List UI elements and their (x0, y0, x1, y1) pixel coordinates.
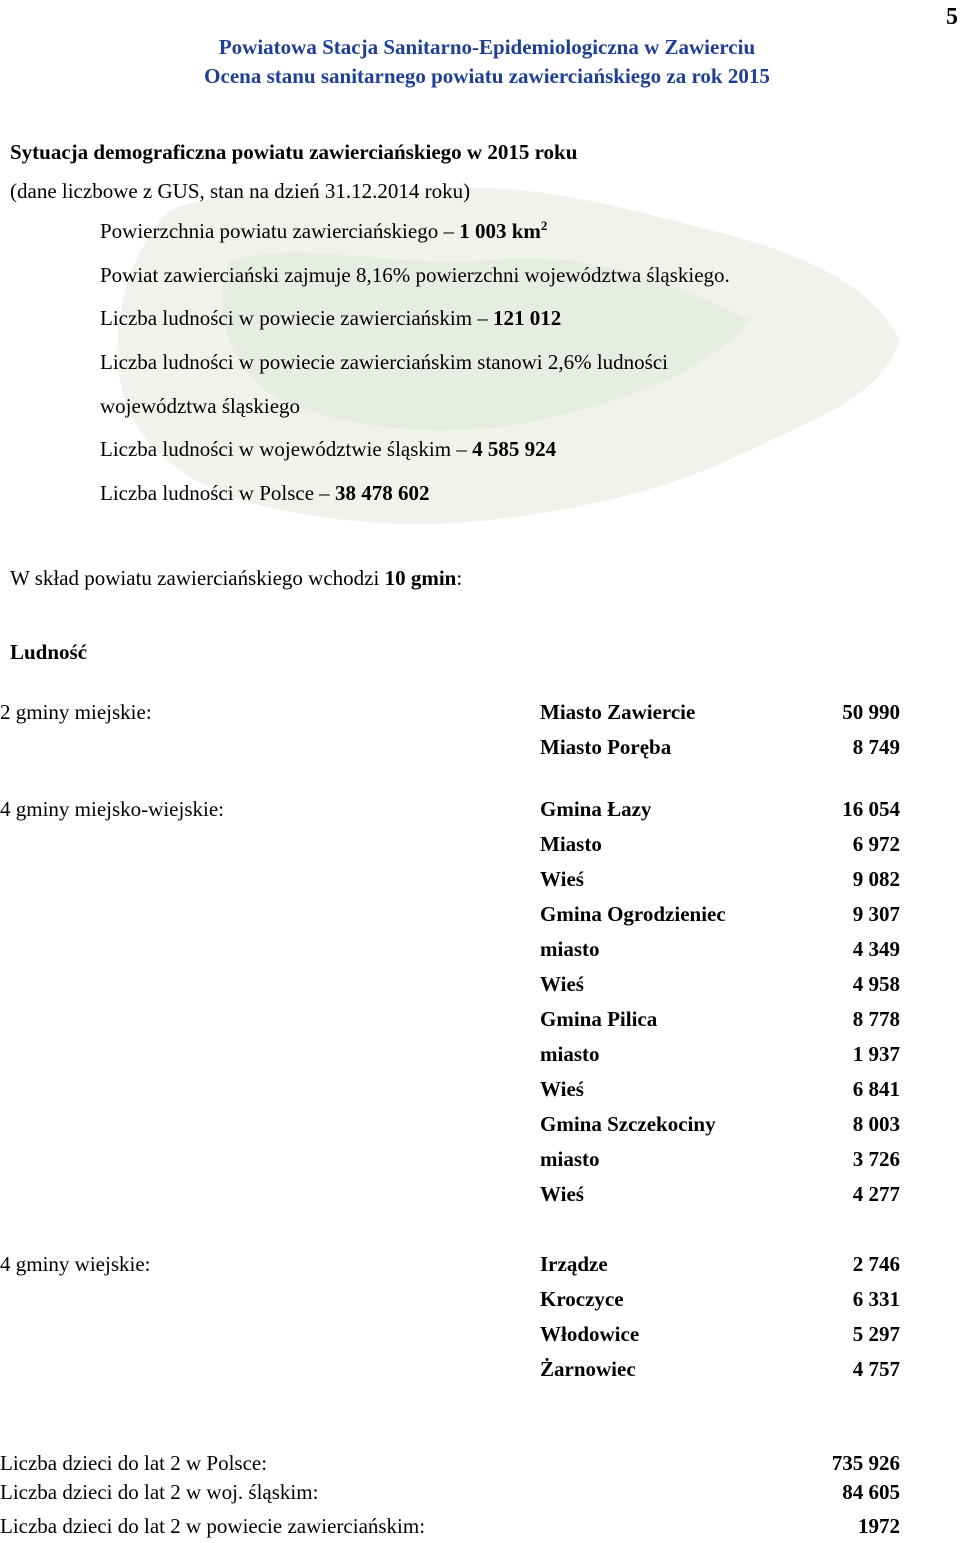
document-header (0, 33, 960, 91)
urban-group-label: 2 gminy miejskie: (0, 700, 152, 724)
page-number: 5 (946, 4, 958, 30)
mixed-group-label: 4 gminy miejsko-wiejskie: (0, 797, 224, 821)
table-row: Gmina Szczekociny 8 003 (540, 1112, 900, 1136)
table-row: Żarnowiec 4 757 (540, 1357, 900, 1381)
ludnosc-heading: Ludność (10, 640, 88, 664)
population-value: 121 012 (493, 306, 562, 330)
area-fact (100, 219, 547, 244)
voivodeship-population-value: 4 585 924 (472, 437, 557, 461)
table-row: Irządze 2 746 (540, 1252, 900, 1276)
rural-group-label: 4 gminy wiejskie: (0, 1252, 151, 1276)
table-row: Wieś 4 277 (540, 1182, 900, 1206)
header-line-1: Powiatowa Stacja Sanitarno-Epidemiologiczna w Zawierciu (218, 35, 756, 59)
area-label: Powierzchnia powiatu zawierciańskiego (100, 219, 444, 243)
table-row: miasto 3 726 (540, 1147, 900, 1171)
table-row: Gmina Pilica 8 778 (540, 1007, 900, 1031)
table-row: Miasto Poręba 8 749 (540, 735, 900, 759)
table-row: Kroczyce 6 331 (540, 1287, 900, 1311)
area-dash: – (443, 219, 454, 243)
table-row: miasto 1 937 (540, 1042, 900, 1066)
composition-line: W skład powiatu zawierciańskiego wchodzi 10 gmin: (10, 566, 463, 590)
table-row: Miasto 6 972 (540, 832, 900, 856)
table-row: Wieś 9 082 (540, 867, 900, 891)
poland-population-value: 38 478 602 (335, 481, 430, 505)
population-share-line-2: województwa śląskiego (100, 394, 301, 418)
table-row: Gmina Łazy 16 054 (540, 797, 900, 821)
table-row: Wieś 6 841 (540, 1077, 900, 1101)
table-row: Miasto Zawiercie 50 990 (540, 700, 900, 724)
table-row: miasto 4 349 (540, 937, 900, 961)
voivodeship-population-fact: Liczba ludności w województwie śląskim – 4 585 924 (100, 437, 557, 461)
table-row: Włodowice 5 297 (540, 1322, 900, 1346)
population-share-line-1: Liczba ludności w powiecie zawierciańskim stanowi 2,6% ludności (100, 350, 669, 374)
poland-population-fact: Liczba ludności w Polsce – 38 478 602 (100, 481, 430, 505)
area-value: 1 003 $km^2$ (459, 218, 548, 243)
table-row: Gmina Ogrodzieniec 9 307 (540, 902, 900, 926)
header-line-2: Ocena stanu sanitarnego powiatu zawierciańskiego za rok 2015 (204, 64, 770, 88)
data-source-note: (dane liczbowe z GUS, stan na dzień 31.12.2014 roku) (10, 179, 471, 203)
population-fact: Liczba ludności w powiecie zawierciańskim – 121 012 (100, 306, 562, 330)
area-share-fact: Powiat zawierciański zajmuje 8,16% powierzchni województwa śląskiego. (100, 263, 730, 287)
table-row: Wieś 4 958 (540, 972, 900, 996)
section-title: Sytuacja demograficzna powiatu zawierciańskiego w 2015 roku (10, 140, 578, 164)
gmin-count: 10 gmin (384, 566, 457, 590)
